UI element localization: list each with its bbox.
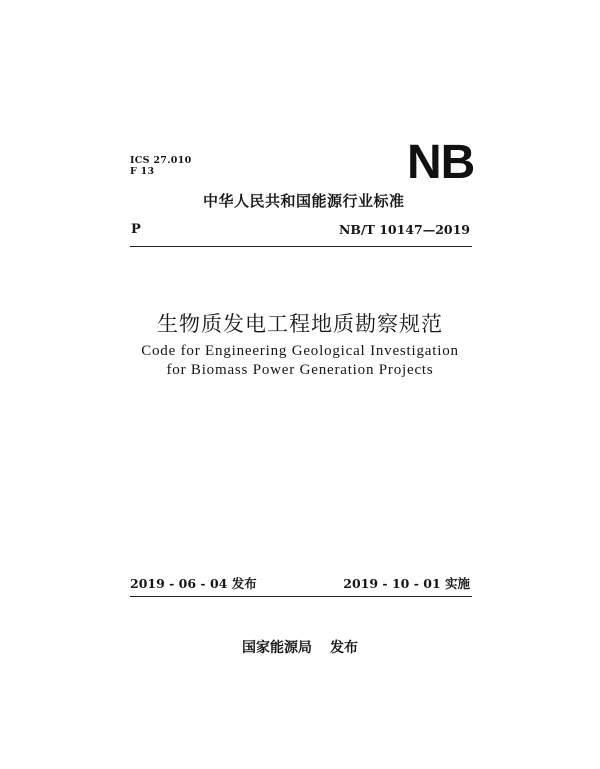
title-english-line-1: Code for Engineering Geological Investigation: [141, 343, 459, 359]
top-divider: [130, 246, 472, 247]
issuer-action: 发布: [330, 640, 358, 656]
title-chinese: 生物质发电工程地质勘察规范: [157, 312, 443, 336]
title-english-line-2: for Biomass Power Generation Projects: [166, 362, 434, 378]
bottom-divider: [130, 596, 472, 597]
category-letter: P: [131, 222, 141, 237]
ics-code: ICS 27.010: [130, 155, 192, 166]
issuer-line: [0, 637, 600, 657]
nb-logo: NB: [407, 136, 475, 189]
implementation-date: 2019 - 10 - 01 实施: [343, 576, 470, 591]
issuing-authority: 国家能源局: [242, 640, 312, 656]
standard-number: NB/T 10147—2019: [339, 222, 470, 237]
publish-date: 2019 - 06 - 04 发布: [130, 576, 257, 591]
industry-standard-heading: 中华人民共和国能源行业标准: [203, 192, 405, 210]
ccs-code: F 13: [130, 166, 155, 177]
